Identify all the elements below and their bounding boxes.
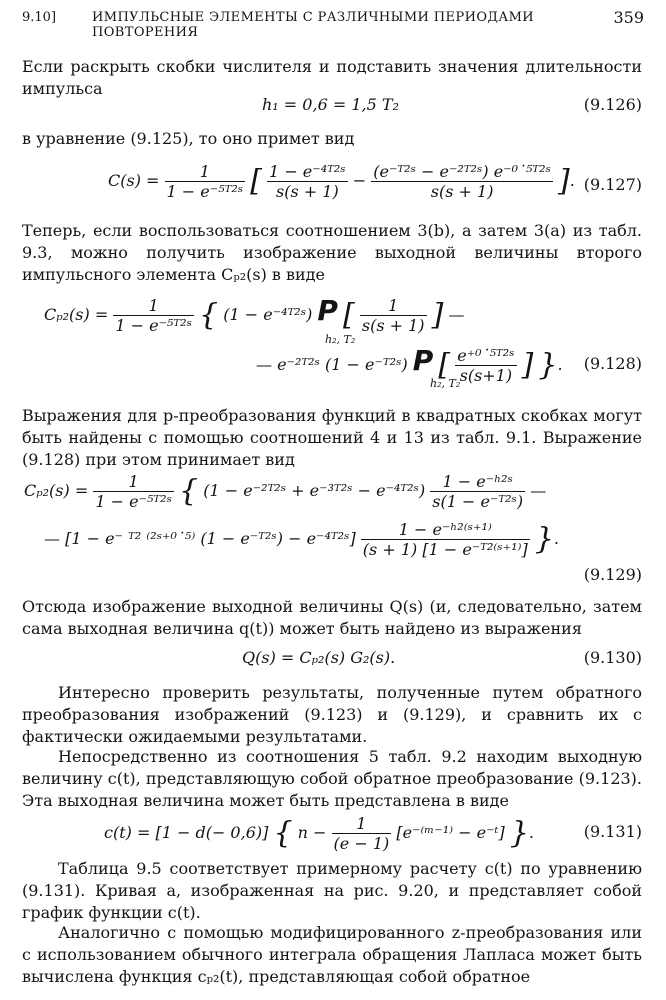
eq128-bracket-open-2: [ xyxy=(438,347,451,383)
eq128-p-operator-1: P xyxy=(317,294,338,327)
eq131-fraction xyxy=(332,814,392,853)
eq129-term-2: — [1 − e⁻ ᵀ² ⁽²ˢ⁺⁰˙⁵⁾ (1 − e⁻ᵀ²ˢ) − e⁻⁴ᵀ²ˢ] xyxy=(44,529,356,548)
eq128-brace-open: { xyxy=(199,297,219,333)
eq128-brace-close: } xyxy=(538,347,558,383)
equation-9-129-line-1 xyxy=(24,472,546,511)
paragraph-3: Теперь, если воспользоваться соотношением 3(b), а затем 3(a) из табл. 9.3, можно получить изображение выходной величины второго импульсного элемента Cₚ₂(s) в виде xyxy=(22,221,642,284)
running-header xyxy=(22,8,644,40)
equation-9-127: C(s) = $\frac{1}{\text{1 − e⁻⁵ᵀ²ˢ}}$ [ $\frac{\text{1 − e⁻⁴ᵀ²ˢ}}{s(s + 1)}$ − $\frac{\text{(e⁻ᵀ²ˢ − e⁻²ᵀ²ˢ) e⁻⁰˙⁵ᵀ²ˢ}}{s(s + 1)}$ ]. xyxy=(108,162,575,201)
eq131-f-num: 1 xyxy=(332,814,392,834)
eq128-term-1: (1 − e⁻⁴ᵀ²ˢ) xyxy=(223,305,313,324)
eq128-continuation: — xyxy=(448,305,465,324)
paragraph-2: в уравнение (9.125), то оно примет вид xyxy=(22,129,355,148)
eq129-brace-open: { xyxy=(179,473,199,509)
eq128-bracket-open-1: [ xyxy=(343,297,355,333)
running-title: ИМПУЛЬСНЫЕ ЭЛЕМЕНТЫ С РАЗЛИЧНЫМИ ПЕРИОДАМИ ПОВТОРЕНИЯ xyxy=(92,10,535,40)
paragraph-6: Интересно проверить результаты, полученные путем обратного преобразования изображений (9.123) и (9.129), и сравнить их с фактически ожидаемыми результатами. xyxy=(22,683,642,746)
equation-number-9-126: (9.126) xyxy=(583,95,642,114)
eq128-p-subscript-1: h₂, T₂ xyxy=(325,333,356,346)
equation-9-128-line-2: — e⁻²ᵀ²ˢ (1 − e⁻ᵀ²ˢ) P [ $\frac{\text{e⁺⁰˙⁵ᵀ²ˢ}}{s(s+1)}$ ] }. xyxy=(256,344,563,385)
eq129-term-1: (1 − e⁻²ᵀ²ˢ + e⁻³ᵀ²ˢ − e⁻⁴ᵀ²ˢ) xyxy=(203,481,426,500)
eq128-fraction-b1 xyxy=(360,296,427,335)
eq127-fraction-3 xyxy=(371,162,553,201)
paragraph-5: Отсюда изображение выходной величины Q(s) (и, следовательно, затем сама выходная величина q(t)) может быть найдено из выражения xyxy=(22,597,642,638)
eq131-brace-open: { xyxy=(273,815,293,851)
paragraph-4: Выражения для p-преобразования функций в квадратных скобках могут быть найдены с помощью соотношений 4 и 13 из табл. 9.1. Выражение (9.128) при этом принимает вид xyxy=(22,406,642,469)
eq131-f-den: (e − 1) xyxy=(333,834,390,853)
equation-9-129-line-2: — [1 − e⁻ ᵀ² ⁽²ˢ⁺⁰˙⁵⁾ (1 − e⁻ᵀ²ˢ) − e⁻⁴ᵀ²ˢ] $\frac{\text{1 − e⁻ʰ²⁽ˢ⁺¹⁾}}{\text{(s + 1) [1 − e⁻ᵀ²⁽ˢ⁺¹⁾]}}$ }. xyxy=(44,520,559,559)
eq129-fraction-g2 xyxy=(361,520,530,559)
eq127-minus: − xyxy=(352,171,367,190)
equation-number-9-130: (9.130) xyxy=(583,648,642,667)
eq128-lhs: Cₚ₂(s) = xyxy=(44,305,109,324)
paragraph-9: Аналогично с помощью модифицированного z-преобразования или с использованием обычного интеграла обращения Лапласа может быть вычислена функция cₚ₂(t), представляющая собой обратное xyxy=(22,923,642,986)
eq127-bracket-open: [ xyxy=(250,163,262,199)
eq128-b2-den: s(s+1) xyxy=(459,366,513,385)
eq129-fraction-1 xyxy=(93,472,174,511)
eq127-f2-den: s(s + 1) xyxy=(276,182,339,201)
equation-number-9-128: (9.128) xyxy=(583,354,642,373)
eq128-p-operator-2: P xyxy=(412,344,434,377)
section-number: 9.10] xyxy=(22,10,57,25)
eq128-p-subscript-2: h₂, T₂ xyxy=(430,377,461,390)
paragraph-1: Если раскрыть скобки числителя и подставить значения длительности импульса xyxy=(22,57,642,98)
equation-9-126: h₁ = 0,6 = 1,5 T₂ xyxy=(262,95,399,114)
eq129-g1-den: s(1 − e⁻ᵀ²ˢ) xyxy=(432,492,524,511)
eq128-f1-den: 1 − e⁻⁵ᵀ²ˢ xyxy=(115,316,192,335)
eq131-n-term: n − xyxy=(297,823,327,842)
eq128-b2-num: e⁺⁰˙⁵ᵀ²ˢ xyxy=(457,346,515,365)
equation-number-9-127: (9.127) xyxy=(583,175,642,194)
eq127-bracket-close: ] xyxy=(558,163,570,199)
eq129-g1-num: 1 − e⁻ʰ²ˢ xyxy=(430,472,525,492)
equation-9-131: c(t) = [1 − d(− 0,6)] { n − $\frac{1}{(e - 1)}$ [e⁻⁽ᵐ⁻¹⁾ − e⁻ᵗ] }. xyxy=(104,814,534,853)
eq127-f3-den: s(s + 1) xyxy=(430,182,494,201)
eq128-bracket-close-1: ] xyxy=(431,297,444,333)
eq128-term-2: — e⁻²ᵀ²ˢ (1 − e⁻ᵀ²ˢ) xyxy=(256,355,408,374)
eq127-lhs: C(s) = xyxy=(108,171,160,190)
eq129-g2-den: (s + 1) [1 − e⁻ᵀ²⁽ˢ⁺¹⁾] xyxy=(362,540,528,559)
eq129-f1-num: 1 xyxy=(93,472,174,492)
eq128-fraction-b2 xyxy=(455,346,516,385)
equation-number-9-129: (9.129) xyxy=(583,565,642,584)
eq131-brace-close: } xyxy=(509,815,529,851)
equation-number-9-131: (9.131) xyxy=(583,822,642,841)
eq129-lhs: Cₚ₂(s) = xyxy=(24,481,89,500)
eq127-fraction-1 xyxy=(165,162,246,201)
eq127-f3-num: (e⁻ᵀ²ˢ − e⁻²ᵀ²ˢ) e⁻⁰˙⁵ᵀ²ˢ xyxy=(373,162,551,181)
eq129-g2-num: 1 − e⁻ʰ²⁽ˢ⁺¹⁾ xyxy=(361,520,530,540)
eq128-f1-num: 1 xyxy=(113,296,194,316)
eq128-b1-num: 1 xyxy=(360,296,427,316)
paragraph-8: Таблица 9.5 соответствует примерному расчету c(t) по уравнению (9.131). Кривая a, изображенная на рис. 9.20, и представляет собой график функции c(t). xyxy=(22,859,642,922)
eq127-f2-num: 1 − e⁻⁴ᵀ²ˢ xyxy=(269,162,346,181)
paragraph-7: Непосредственно из соотношения 5 табл. 9.2 находим выходную величину c(t), представляющую собой обратное преобразование (9.123). Эта выходная величина может быть представлена в виде xyxy=(22,747,642,810)
eq127-f1-den: 1 − e⁻⁵ᵀ²ˢ xyxy=(166,182,244,201)
eq127-f1-num: 1 xyxy=(165,162,246,182)
page-number: 359 xyxy=(613,8,644,27)
eq129-brace-close: } xyxy=(534,521,554,557)
eq131-rest: [e⁻⁽ᵐ⁻¹⁾ − e⁻ᵗ] xyxy=(396,823,505,842)
eq128-bracket-close-2: ] xyxy=(521,347,534,383)
eq127-fraction-2 xyxy=(267,162,348,201)
equation-9-130: Q(s) = Cₚ₂(s) G₂(s). xyxy=(242,648,396,667)
eq129-f1-den: 1 − e⁻⁵ᵀ²ˢ xyxy=(95,492,172,511)
eq129-continuation: — xyxy=(530,481,547,500)
eq128-b1-den: s(s + 1) xyxy=(361,316,425,335)
eq129-fraction-g1 xyxy=(430,472,525,511)
eq131-lhs: c(t) = [1 − d(− 0,6)] xyxy=(104,823,269,842)
eq128-fraction-1 xyxy=(113,296,194,335)
equation-9-128-line-1 xyxy=(44,294,464,335)
